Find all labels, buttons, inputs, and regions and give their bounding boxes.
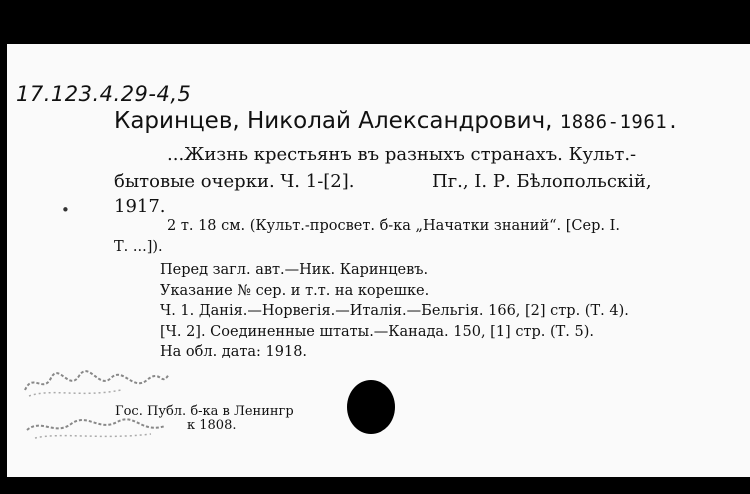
dot-mark: • [61, 201, 70, 219]
punch-hole [347, 380, 395, 434]
title-line-1: ...Жизнь крестьянъ въ разныхъ странахъ. Культ.- [167, 144, 637, 165]
collation-line-1: 2 т. 18 см. (Культ.-просвет. б-ка „Начатки знаний“. [Сер. I. [167, 218, 620, 234]
library-stamp-line-2: к 1808. [187, 418, 237, 433]
handwritten-smudge-top [21, 366, 171, 400]
author-name: Каринцев, Николай Александрович, [114, 108, 553, 134]
author-heading [114, 108, 679, 134]
shelf-mark: 17.123.4.29-4,5 [16, 82, 192, 106]
publication-year: 1917. [114, 196, 166, 217]
note-series: Указание № сер. и т.т. на корешке. [160, 283, 430, 299]
title-line-2-left: бытовые очерки. Ч. 1-[2]. [114, 171, 355, 192]
library-stamp-line-1: Гос. Публ. б-ка в Ленингр [115, 404, 294, 419]
contents-part-1: Ч. 1. Данія.—Норвегія.—Италія.—Бельгія. 166, [2] стр. (Т. 4). [160, 303, 629, 319]
catalog-card [7, 44, 750, 477]
author-dates: 1886-1961. [559, 111, 680, 133]
imprint-line: Пг., І. Р. Бѣлопольскій, [432, 171, 652, 192]
cover-date-note: На обл. дата: 1918. [160, 344, 308, 360]
collation-line-2: Т. ...]). [114, 239, 163, 255]
contents-part-2: [Ч. 2]. Соединенные штаты.—Канада. 150, [1] стр. (Т. 5). [160, 324, 594, 340]
note-author-statement: Перед загл. авт.—Ник. Каринцевъ. [160, 262, 429, 278]
